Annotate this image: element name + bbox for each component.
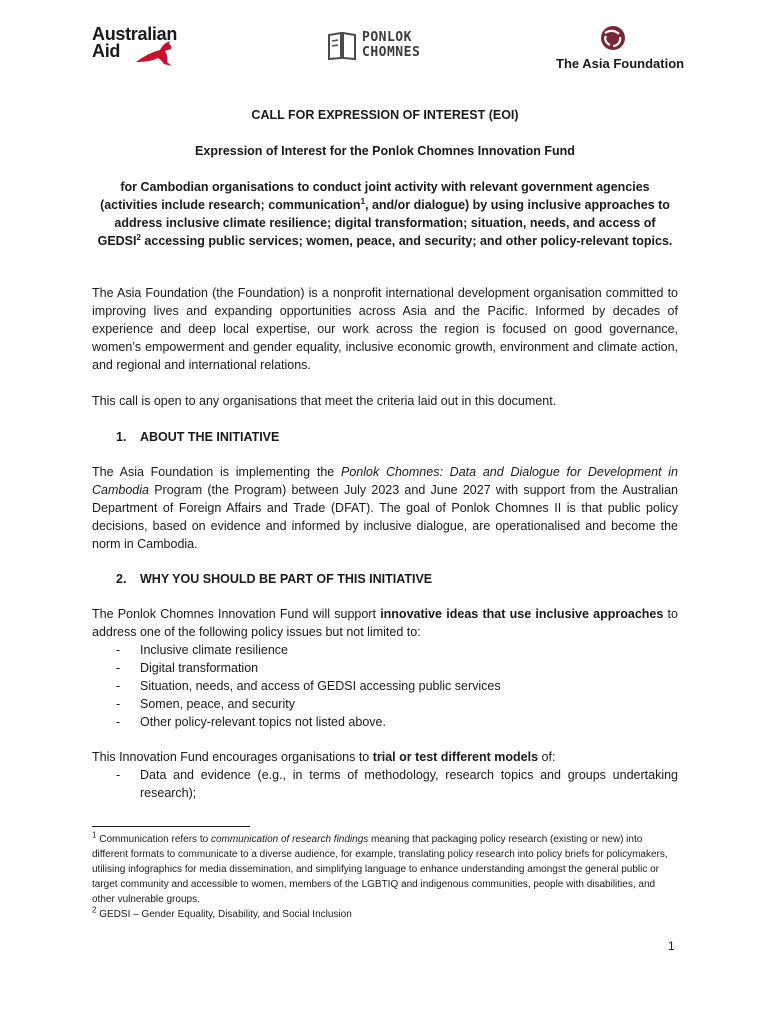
program-name: Ponlok Chomnes: Data and Dialogue for Development in Cambodia	[92, 465, 679, 497]
section-1-title: ABOUT THE INITIATIVE	[140, 430, 280, 444]
section-1-paragraph	[92, 463, 678, 553]
footnote-ref-1[interactable]: 1	[360, 196, 366, 206]
section-1-text-b: Program (the Program) between July 2023 and June 2027 with support from the Australian Department of Foreign Affairs and Trade (DFAT). The goal of Ponlok Chomnes II is that public policy decisions, based on evidence and informed by inclusive dialogue, are operationalised and become the norm in Cambodia.	[92, 483, 678, 551]
list-item-text: Data and evidence (e.g., in terms of methodology, research topics and groups undertaking research);	[140, 768, 678, 800]
section-2-text-a: The Ponlok Chomnes Innovation Fund will support	[92, 607, 381, 621]
section-2-bold: innovative ideas that use inclusive approaches	[380, 607, 664, 621]
section-2-title: WHY YOU SHOULD BE PART OF THIS INITIATIVE	[140, 572, 433, 586]
open-book-icon	[326, 31, 358, 61]
ponlok-line2: CHOMNES	[362, 45, 421, 60]
purpose-part-a: for Cambodian organisations to conduct joint activity with relevant government agencies (activities include research; communication	[100, 180, 650, 212]
australian-aid-logo	[92, 26, 202, 72]
section-1-text-a: The Asia Foundation is implementing the	[92, 465, 341, 479]
section-1-number: 1.	[116, 430, 127, 444]
list-item	[116, 659, 678, 677]
list-item	[116, 677, 678, 695]
list-item	[116, 695, 678, 713]
footnote-2	[92, 907, 678, 922]
open-call-paragraph: This call is open to any organisations that meet the criteria laid out in this document.	[92, 394, 557, 408]
footnote-1	[92, 832, 678, 907]
list-item-text: Other policy-relevant topics not listed above.	[140, 715, 386, 729]
page-number: 1	[668, 939, 675, 953]
australian-aid-line1: Australian	[92, 24, 178, 44]
dash-bullet: -	[116, 715, 121, 729]
document-subtitle: Expression of Interest for the Ponlok Chomnes Innovation Fund	[195, 144, 575, 158]
footnote-2-number: 2	[92, 905, 97, 915]
dash-bullet: -	[116, 679, 121, 693]
ponlok-chomnes-logo	[326, 29, 436, 65]
section-1-heading	[116, 428, 279, 446]
footnote-divider	[92, 826, 250, 827]
footnotes	[92, 832, 678, 922]
list-item	[116, 766, 678, 802]
call-purpose	[92, 178, 678, 250]
intro-paragraph: The Asia Foundation (the Foundation) is a nonprofit international development organisation committed to improving lives and expanding opportunities across Asia and the Pacific. Informed by decades of experience and deep local expertise, our work across the region is focused on good governance, women’s empowerment and gender equality, inclusive economic growth, environment and climate action, and regional and international relations.	[92, 286, 678, 372]
list-item-text: Somen, peace, and security	[140, 697, 295, 711]
section-2-text-b: to address one of the following policy issues but not limited to:	[92, 607, 678, 639]
purpose-part-c: accessing public services; women, peace, and security; and other policy-relevant topics.	[140, 234, 673, 248]
list-item	[116, 713, 678, 731]
kangaroo-icon	[134, 40, 180, 68]
australian-aid-line2: Aid	[92, 41, 121, 61]
footnote-2-text: GEDSI – Gender Equality, Disability, and Social Inclusion	[96, 909, 352, 920]
models-list	[116, 766, 678, 802]
footnote-1-text-a: Communication refers to	[96, 834, 211, 845]
footnote-1-text-b: meaning that packaging policy research (existing or new) into different formats to communicate to a diverse audience, for example, translating policy research into policy briefs for policymakers, utilising infographics for media dissemination, and simplifying language to enhance understanding amongst the general public or target community and accessible to women, members of the LGBTIQ and indigenous communities, people with disabilities, and other vulnerable groups.	[92, 834, 668, 905]
section-2-paragraph	[92, 605, 678, 641]
dash-bullet: -	[116, 768, 121, 782]
document-title: CALL FOR EXPRESSION OF INTEREST (EOI)	[251, 108, 519, 122]
fund-text-a: This Innovation Fund encourages organisations to	[92, 750, 373, 764]
ponlok-chomnes-name	[362, 30, 420, 60]
dash-bullet: -	[116, 661, 121, 675]
ponlok-line1: PONLOK	[362, 30, 412, 45]
asia-foundation-logo	[554, 24, 685, 74]
purpose-part-b: , and/or dialogue) by using inclusive approaches to address inclusive climate resilience; digital transformation; situation, needs, and access of GEDSI	[97, 198, 670, 248]
section-2-number: 2.	[116, 572, 127, 586]
section-2-heading	[116, 570, 432, 588]
fund-models-intro	[92, 748, 678, 766]
list-item-text: Digital transformation	[140, 661, 259, 675]
list-item-text: Inclusive climate resilience	[140, 643, 288, 657]
list-item	[116, 641, 678, 659]
fund-text-b: of:	[538, 750, 556, 764]
asia-foundation-emblem-icon	[599, 24, 627, 52]
asia-foundation-name: The Asia Foundation	[556, 56, 685, 71]
dash-bullet: -	[116, 643, 121, 657]
dash-bullet: -	[116, 697, 121, 711]
footnote-1-italic: communication of research findings	[210, 834, 369, 845]
fund-bold: trial or test different models	[372, 750, 539, 764]
policy-issues-list	[116, 641, 678, 731]
footnote-ref-2[interactable]: 2	[136, 232, 141, 242]
footnote-1-number: 1	[92, 830, 97, 840]
list-item-text: Situation, needs, and access of GEDSI accessing public services	[140, 679, 501, 693]
